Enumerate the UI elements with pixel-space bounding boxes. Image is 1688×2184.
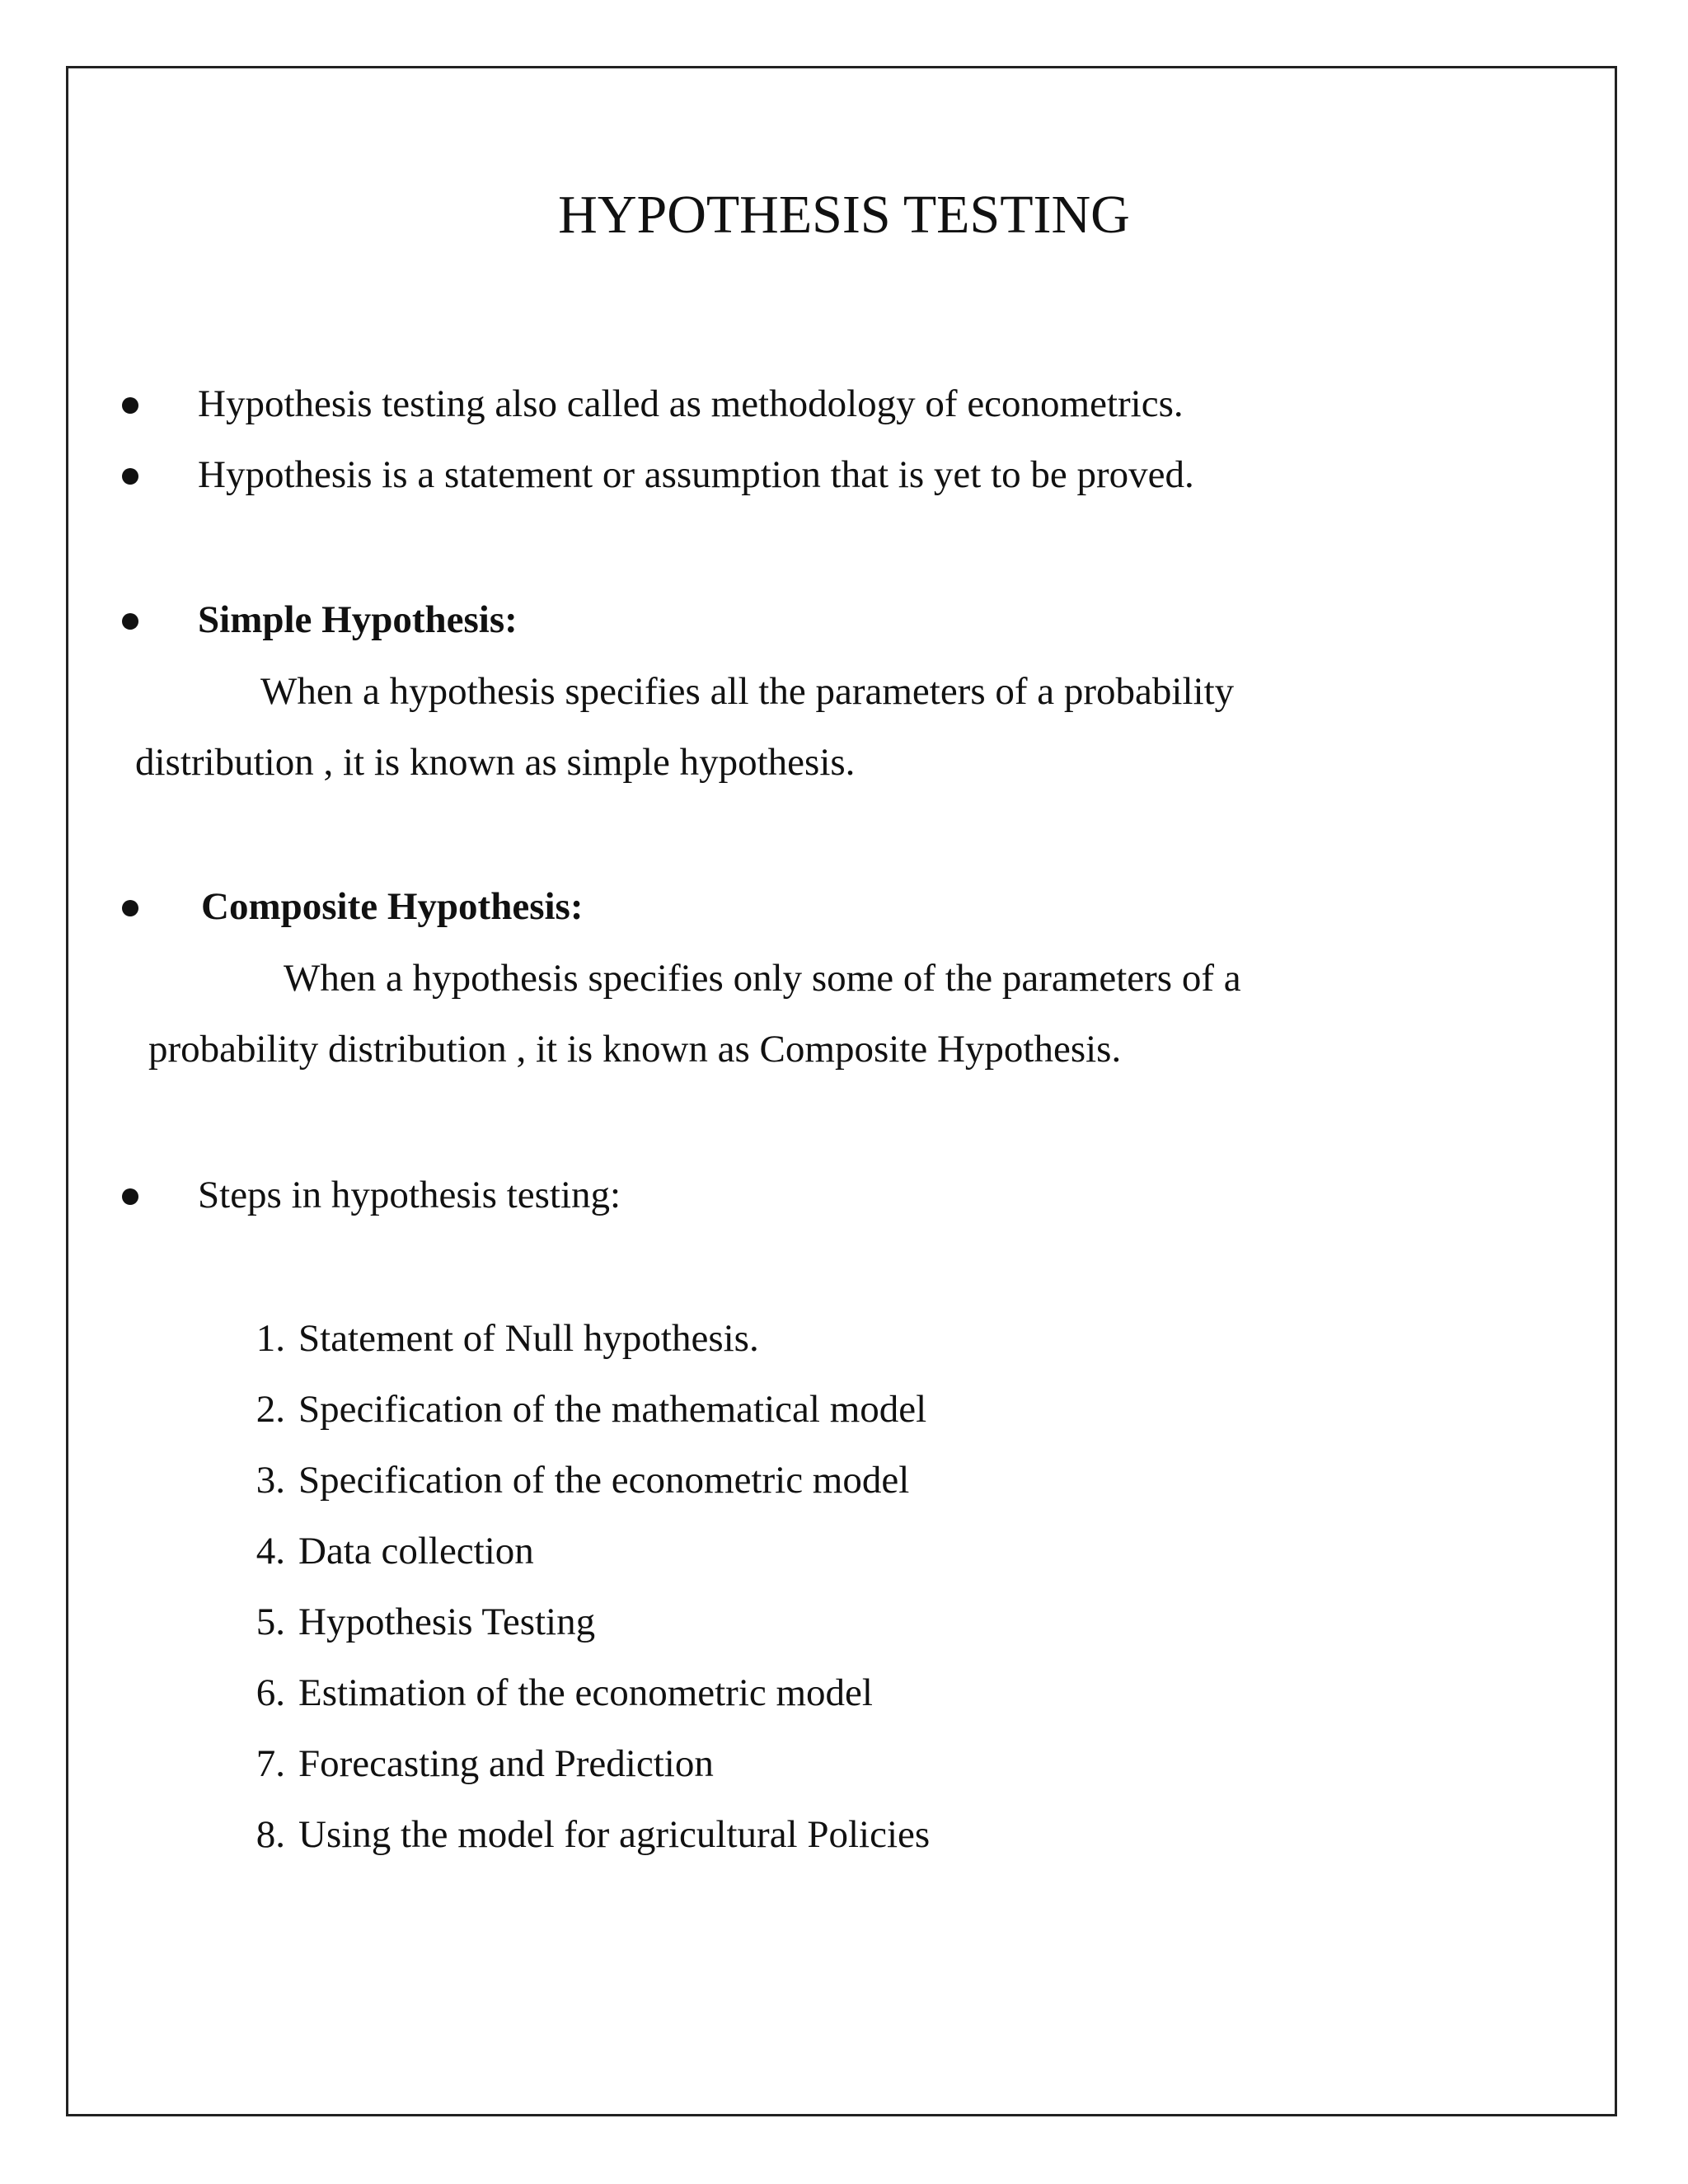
list-item-number: 6.: [256, 1671, 285, 1714]
list-item-text: Forecasting and Prediction: [298, 1742, 714, 1785]
bullet-icon: [122, 468, 138, 485]
bullet-icon: [122, 900, 138, 916]
list-item-text: Using the model for agricultural Policies: [298, 1813, 931, 1856]
list-item-number: 7.: [256, 1742, 285, 1785]
simple-hypothesis-text-line1: When a hypothesis specifies all the parameters of a probability: [260, 670, 1235, 713]
intro-bullet-2: Hypothesis is a statement or assumption that is yet to be proved.: [198, 453, 1194, 496]
bullet-icon: [122, 397, 138, 414]
list-item-number: 3.: [256, 1459, 285, 1502]
list-item-number: 5.: [256, 1601, 285, 1643]
list-item-number: 4.: [256, 1530, 285, 1572]
list-item-text: Hypothesis Testing: [298, 1601, 596, 1643]
intro-bullet-1: Hypothesis testing also called as methodology of econometrics.: [198, 382, 1184, 425]
list-item-text: Specification of the econometric model: [298, 1459, 910, 1502]
page-border: [66, 66, 1617, 2116]
list-item-number: 2.: [256, 1388, 285, 1431]
composite-hypothesis-text-line2: probability distribution , it is known as Composite Hypothesis.: [148, 1028, 1122, 1071]
simple-hypothesis-text-line2: distribution , it is known as simple hypothesis.: [135, 741, 856, 784]
bullet-icon: [122, 1188, 138, 1205]
list-item-text: Data collection: [298, 1530, 534, 1572]
page-title: HYPOTHESIS TESTING: [558, 185, 1130, 245]
steps-heading: Steps in hypothesis testing:: [198, 1174, 621, 1216]
list-item-number: 8.: [256, 1813, 285, 1856]
list-item-text: Statement of Null hypothesis.: [298, 1317, 759, 1360]
composite-hypothesis-heading: Composite Hypothesis:: [201, 885, 584, 928]
composite-hypothesis-text-line1: When a hypothesis specifies only some of the parameters of a: [284, 957, 1241, 1000]
simple-hypothesis-heading: Simple Hypothesis:: [198, 598, 518, 641]
bullet-icon: [122, 613, 138, 630]
list-item-text: Specification of the mathematical model: [298, 1388, 927, 1431]
list-item-text: Estimation of the econometric model: [298, 1671, 873, 1714]
list-item-number: 1.: [256, 1317, 285, 1360]
